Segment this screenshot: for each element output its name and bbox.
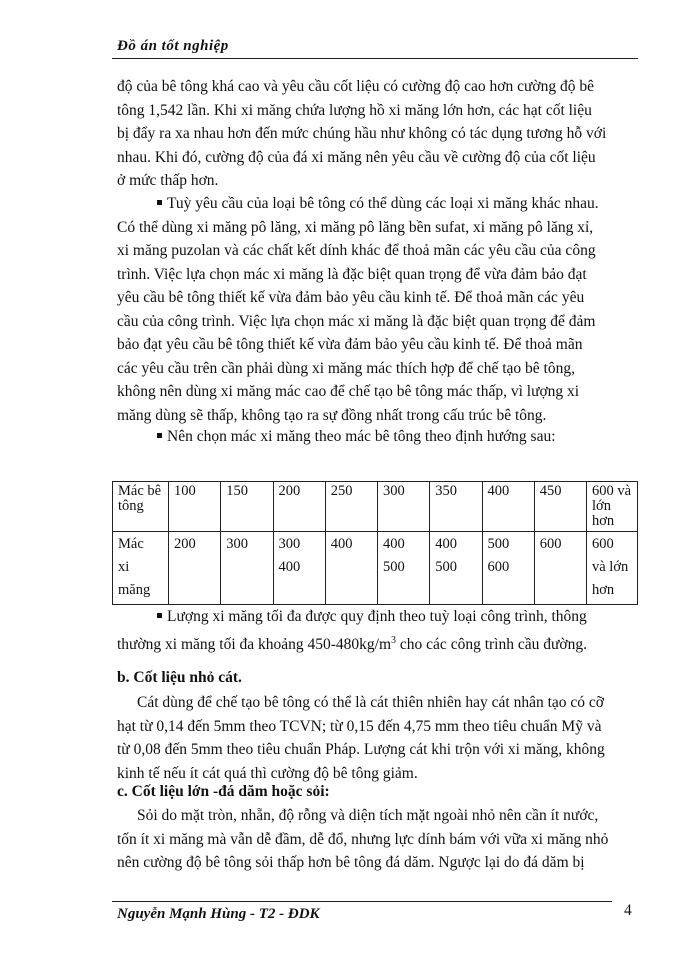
text-line: bảo đạt yêu cầu bê tông thiết kế vừa đảm bảo yêu cầu kinh tế. Để thoả mãn bbox=[117, 336, 583, 353]
text-line: ở mức thấp hơn. bbox=[117, 172, 219, 189]
text-line: tốn ít xi măng mà vẫn dễ đầm, dễ đổ, nhưng lực dính bám với vữa xi măng nhỏ bbox=[117, 830, 609, 848]
text-line: Lượng xi măng tối đa được quy định theo tuỳ loại công trình, thông bbox=[117, 605, 587, 629]
table-cell: 200 bbox=[169, 532, 221, 605]
table-cell: 600 bbox=[534, 532, 586, 605]
page-header-title: Đồ án tốt nghiệp bbox=[117, 38, 229, 54]
footer-rule bbox=[112, 901, 612, 902]
text-line: thường xi măng tối đa khoảng $450-480kg/m^3$ cho các công trình cầu đường. bbox=[117, 634, 587, 653]
table-cell: Mác bê tông bbox=[113, 482, 169, 532]
cement-grade-table bbox=[112, 481, 638, 605]
header-rule bbox=[112, 58, 638, 59]
table-cell: 400 bbox=[482, 482, 534, 532]
text-line: các yêu cầu trên cần phải dùng xi măng mác thích hợp để chế tạo bê tông, bbox=[117, 359, 575, 377]
text-line: Cát dùng để chế tạo bê tông có thể là cát thiên nhiên hay cát nhân tạo có cỡ bbox=[137, 694, 604, 711]
paragraph-section-c bbox=[117, 804, 608, 875]
table-row bbox=[113, 482, 638, 532]
text-line: Sỏi do mặt tròn, nhẵn, độ rỗng và diện tích mặt ngoài nhỏ nên cần ít nước, bbox=[137, 807, 599, 824]
table-cell: 400 500 bbox=[430, 532, 482, 605]
bullet-icon bbox=[157, 200, 162, 205]
table-cell: 450 bbox=[534, 482, 586, 532]
table-cell: 400 bbox=[325, 532, 377, 605]
text-line: hạt từ 0,14 đến 5mm theo TCVN; từ 0,15 đến 4,75 mm theo tiêu chuẩn Mỹ và bbox=[117, 717, 602, 735]
text-line: Nên chọn mác xi măng theo mác bê tông theo định hướng sau: bbox=[157, 425, 556, 449]
table-cell: Mác xi măng bbox=[113, 532, 169, 605]
table-cell: 200 bbox=[273, 482, 325, 532]
paragraph-3 bbox=[157, 425, 556, 449]
bullet-icon bbox=[157, 613, 162, 618]
text-line: Tuỳ yêu cầu của loại bê tông có thể dùng các loại xi măng khác nhau. bbox=[117, 192, 599, 216]
text-line: độ của bê tông khá cao và yêu cầu cốt liệu có cường độ cao hơn cường độ bê bbox=[117, 78, 594, 95]
table-cell: 300 bbox=[221, 532, 273, 605]
text-line: Có thể dùng xi măng pô lăng, xi măng pô lăng bền sufat, xi măng pô lăng xỉ, bbox=[117, 218, 594, 236]
table-cell: 350 bbox=[430, 482, 482, 532]
text-line: trình. Việc lựa chọn mác xi măng là đặc biệt quan trọng để vừa đảm bảo đạt bbox=[117, 265, 587, 283]
table-cell: 600 và lớn hơn bbox=[587, 482, 638, 532]
paragraph-section-b bbox=[117, 691, 605, 785]
bullet-icon bbox=[157, 433, 162, 438]
text-line: bị đẩy ra xa nhau hơn đến mức chúng hầu như không có tác dụng tương hỗ với bbox=[117, 125, 607, 142]
paragraph-2 bbox=[117, 192, 599, 427]
text-line: yêu cầu bê tông thiết kế vừa đảm bảo yêu cầu kinh tế. Để thoả mãn các yêu bbox=[117, 289, 585, 306]
table-cell: 300 400 bbox=[273, 532, 325, 605]
text-line: măng dùng sẽ thấp, không tạo ra sự đồng nhất trong cấu trúc bê tông. bbox=[117, 406, 547, 424]
text-line: xi măng puzolan và các chất kết dính khác để thoả mãn các yêu cầu của công bbox=[117, 242, 596, 259]
page-number: 4 bbox=[624, 902, 632, 919]
text-line: không nên dùng xi măng mác cao để chế tạo bê tông mác thấp, vì lượng xi bbox=[117, 383, 580, 400]
table-cell: 150 bbox=[221, 482, 273, 532]
text-line: nhau. Khi đó, cường độ của đá xi măng nên yêu cầu về cường độ của cốt liệu bbox=[117, 148, 596, 166]
table-cell: 250 bbox=[325, 482, 377, 532]
table-cell: 500 600 bbox=[482, 532, 534, 605]
paragraph-4 bbox=[117, 605, 587, 656]
section-heading: b. Cốt liệu nhỏ cát. bbox=[117, 669, 242, 686]
table-cell: 300 bbox=[378, 482, 430, 532]
text-line: kinh tế nếu ít cát quá thì cường độ bê tông giảm. bbox=[117, 764, 418, 782]
table-cell: 100 bbox=[169, 482, 221, 532]
table-cell: 400 500 bbox=[378, 532, 430, 605]
text-line: từ 0,08 đến 5mm theo tiêu chuẩn Pháp. Lượng cát khi trộn với xi măng, không bbox=[117, 741, 605, 758]
table-row bbox=[113, 532, 638, 605]
section-heading: c. Cốt liệu lớn -đá dăm hoặc sỏi: bbox=[117, 783, 330, 800]
footer-author: Nguyễn Mạnh Hùng - T2 - ĐDK bbox=[117, 906, 320, 922]
table-cell: 600 và lớn hơn bbox=[587, 532, 638, 605]
text-line: cầu của công trình. Việc lựa chọn mác xi măng là đặc biệt quan trọng để đảm bbox=[117, 312, 596, 330]
text-line: nên cường độ bê tông sỏi thấp hơn bê tông đá dăm. Ngược lại do đá dăm bị bbox=[117, 854, 585, 871]
paragraph-1 bbox=[117, 75, 606, 193]
text-line: tông 1,542 lần. Khi xi măng chứa lượng hồ xi măng lớn hơn, các hạt cốt liệu bbox=[117, 101, 592, 119]
